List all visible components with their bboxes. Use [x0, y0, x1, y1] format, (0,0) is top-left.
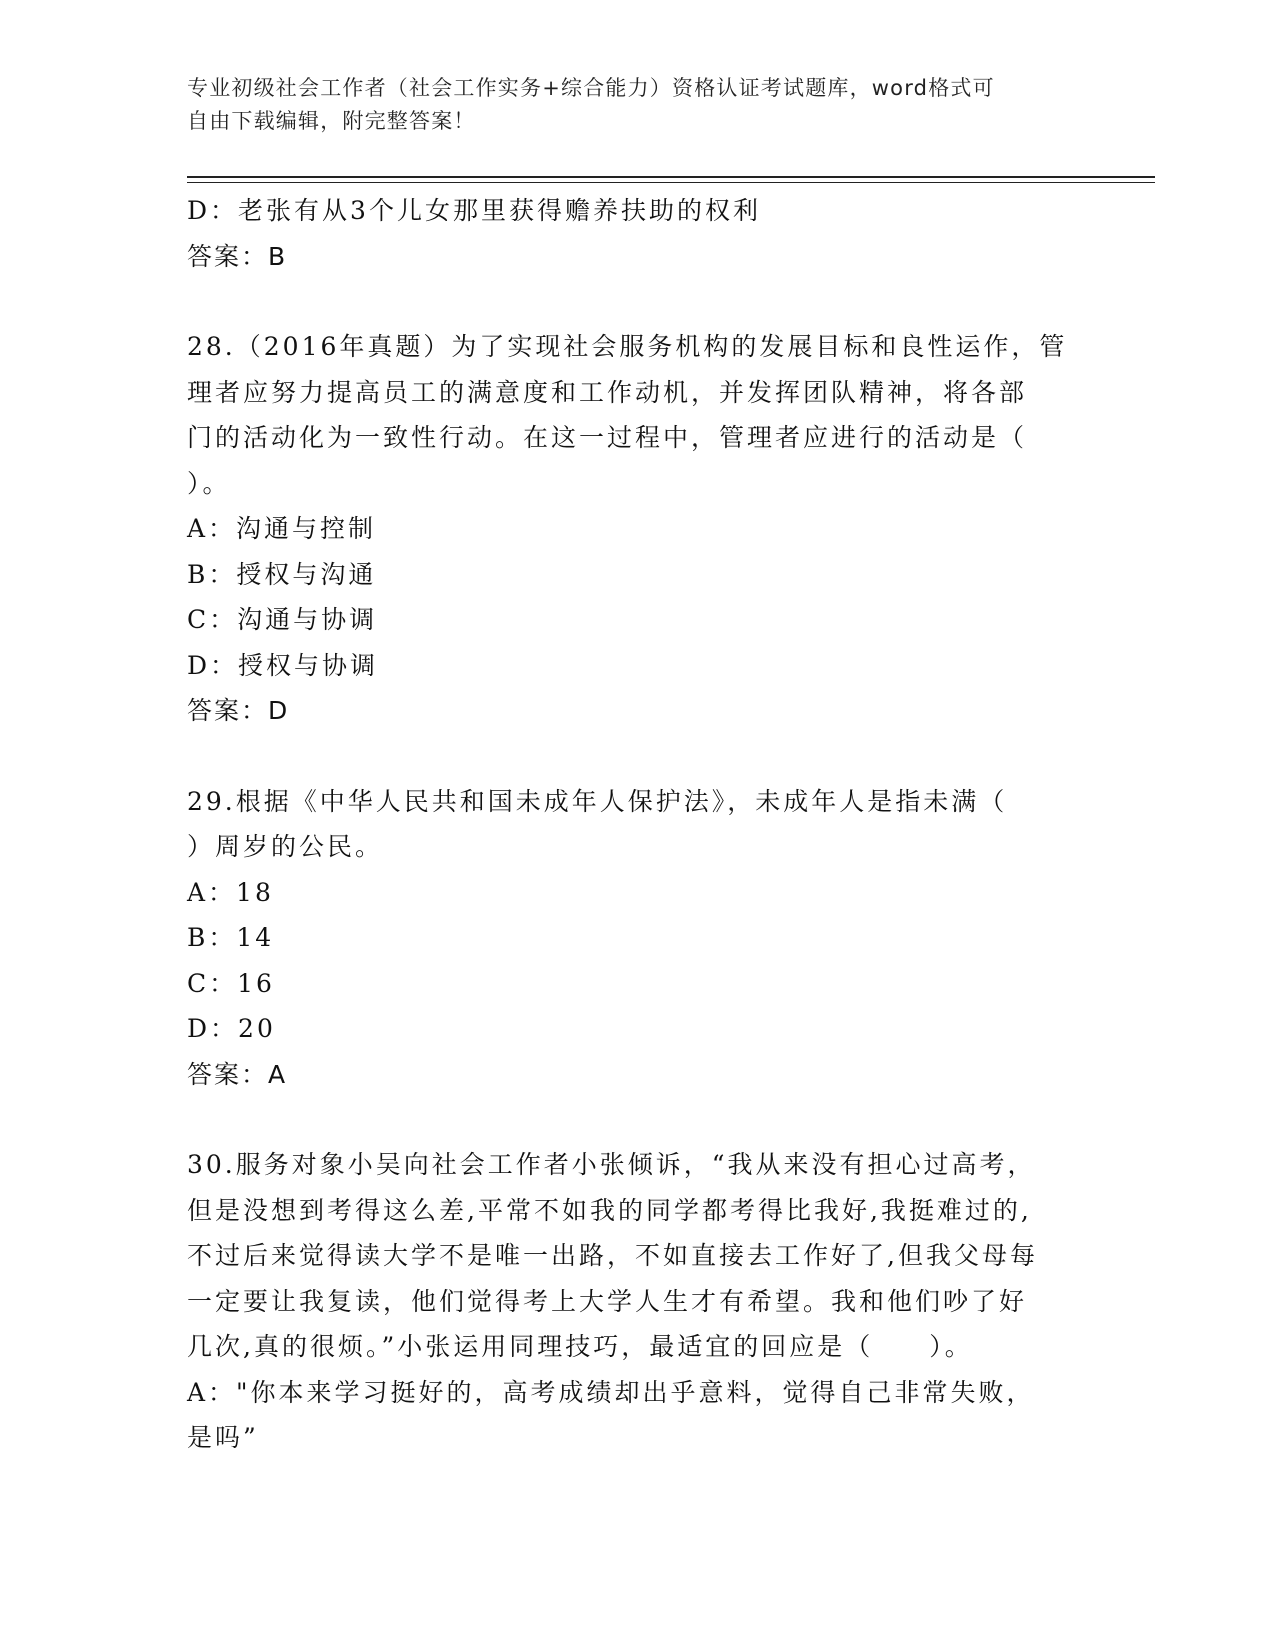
header-line-2: 自由下载编辑，附完整答案！ — [187, 109, 476, 133]
q30-text-line: 但是没想到考得这么差,平常不如我的同学都考得比我好,我挺难过的, — [187, 1195, 1032, 1225]
q30-text-line: 不过后来觉得读大学不是唯一出路，不如直接去工作好了,但我父母每 — [187, 1241, 1038, 1270]
q30-option-a-continued: 是吗” — [187, 1423, 259, 1452]
header-rule-thick — [187, 176, 1155, 178]
q28-option-b: B：授权与沟通 — [187, 559, 377, 589]
q30-text-line: 30.服务对象小吴向社会工作者小张倾诉，“我从来没有担心过高考， — [187, 1150, 1036, 1179]
header-rule-thin — [187, 182, 1155, 183]
q28-option-a: A：沟通与控制 — [187, 514, 377, 543]
document-header — [187, 72, 1087, 138]
q29-text-line: 29.根据《中华人民共和国未成年人保护法》，未成年人是指未满（ — [187, 786, 1008, 816]
prev-answer: 答案：B — [187, 241, 288, 271]
q29-option-b: B：14 — [187, 923, 275, 952]
question-30 — [187, 1142, 1087, 1461]
question-29 — [187, 779, 1087, 1098]
q28-text-line: 门的活动化为一致性行动。在这一过程中，管理者应进行的活动是（ — [187, 423, 1028, 452]
q30-text-line: 一定要让我复读，他们觉得考上大学人生才有希望。我和他们吵了好 — [187, 1286, 1028, 1316]
q30-text-line: 几次,真的很烦。”小张运用同理技巧，最适宜的回应是（ ）。 — [187, 1332, 973, 1361]
q28-option-c: C：沟通与协调 — [187, 605, 378, 634]
q30-option-a: A："你本来学习挺好的，高考成绩却出乎意料，觉得自己非常失败， — [187, 1377, 1035, 1407]
header-line-1: 专业初级社会工作者（社会工作实务+综合能力）资格认证考试题库，word格式可 — [187, 76, 995, 100]
q28-text-line: 28.（2016年真题）为了实现社会服务机构的发展目标和良性运作，管 — [187, 332, 1068, 361]
q29-text-line: ）周岁的公民。 — [187, 832, 384, 861]
document-body — [187, 188, 1087, 1461]
prev-option-d: D：老张有从3个儿女那里获得赡养扶助的权利 — [187, 196, 761, 225]
q29-option-a: A：18 — [187, 877, 274, 907]
q28-text-line: 理者应努力提高员工的满意度和工作动机，并发挥团队精神，将各部 — [187, 377, 1028, 407]
q29-option-d: D：20 — [187, 1014, 276, 1043]
q28-answer: 答案：D — [187, 696, 290, 725]
question-28 — [187, 324, 1087, 734]
q28-option-d: D：授权与协调 — [187, 650, 379, 680]
q29-option-c: C：16 — [187, 968, 275, 998]
q29-answer: 答案：A — [187, 1059, 288, 1089]
q28-text-line: ）。 — [187, 468, 231, 498]
